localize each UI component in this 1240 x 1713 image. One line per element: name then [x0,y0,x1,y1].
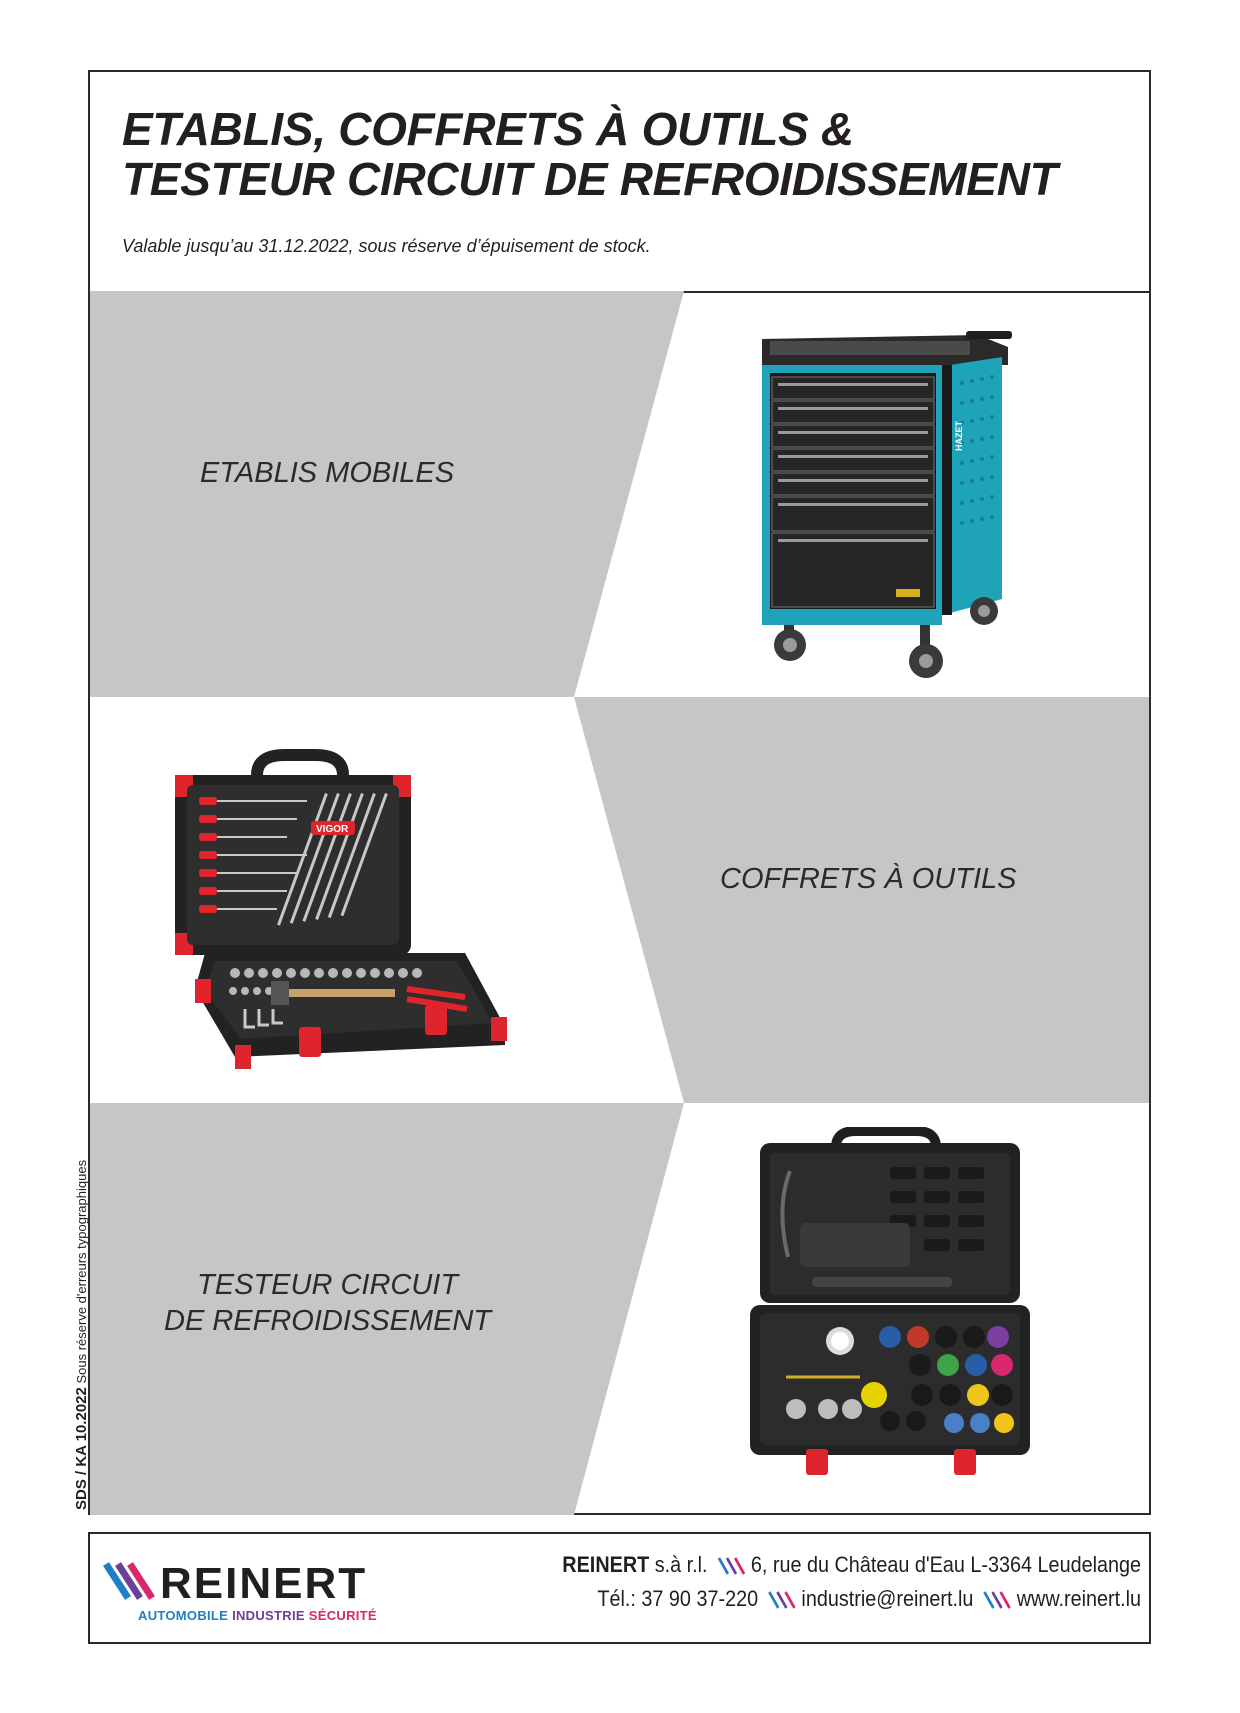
company-info [562,1548,1141,1616]
company-line-2 [562,1582,1141,1616]
company-phone: Tél.: 37 90 37-220 [597,1586,759,1611]
slashes-icon [717,1556,748,1576]
page-title [122,104,1057,204]
company-website-link[interactable]: www.reinert.lu [1016,1586,1141,1611]
section-label-workbench: ETABLIS MOBILES [200,457,455,489]
tag-automobile: AUTOMOBILE [138,1608,229,1623]
section-toolcase [90,697,1149,1103]
section-cooling-tester [90,1103,1149,1515]
company-line-1 [562,1548,1141,1582]
title-line-2: TESTEUR CIRCUIT DE REFROIDISSEMENT [122,153,1058,205]
company-form: s.à r.l. [654,1552,708,1577]
section-workbench [90,291,1149,697]
slashes-icon [767,1590,798,1610]
slashes-icon [982,1590,1013,1610]
company-address: 6, rue du Château d'Eau L-3364 Leudelange [750,1552,1141,1577]
tool-trolley-image [740,321,1030,681]
section-label-cooling-tester: TESTEUR CIRCUIT DE REFROIDISSEMENT [164,1269,492,1337]
side-note-text: Sous réserve d'erreurs typographiques [74,1159,89,1384]
toolcase-brand-text: VIGOR [316,824,349,835]
side-note [73,1160,90,1510]
company-email-link[interactable]: industrie@reinert.lu [801,1586,974,1611]
footer [88,1532,1151,1644]
header [90,72,1149,293]
logo-tagline [138,1608,377,1623]
section-label-toolcase: COFFRETS À OUTILS [720,863,1017,895]
tag-securite: SÉCURITÉ [308,1608,377,1623]
validity-note: Valable jusqu’au 31.12.2022, sous réserve d’épuisement de stock. [122,236,651,256]
side-note-code: SDS / KA 10.2022 [73,1387,90,1510]
company-name: REINERT [562,1552,650,1577]
reinert-logo-mark [102,1556,402,1606]
cooling-tester-case-image [740,1127,1040,1477]
tag-industrie: INDUSTRIE [232,1608,305,1623]
content-frame [88,70,1151,1515]
tool-case-image [175,727,525,1082]
title-line-1: ETABLIS, COFFRETS À OUTILS & [122,103,854,155]
logo-word-text: REINERT [160,1559,368,1606]
trolley-brand-text: HAZET [954,421,964,451]
